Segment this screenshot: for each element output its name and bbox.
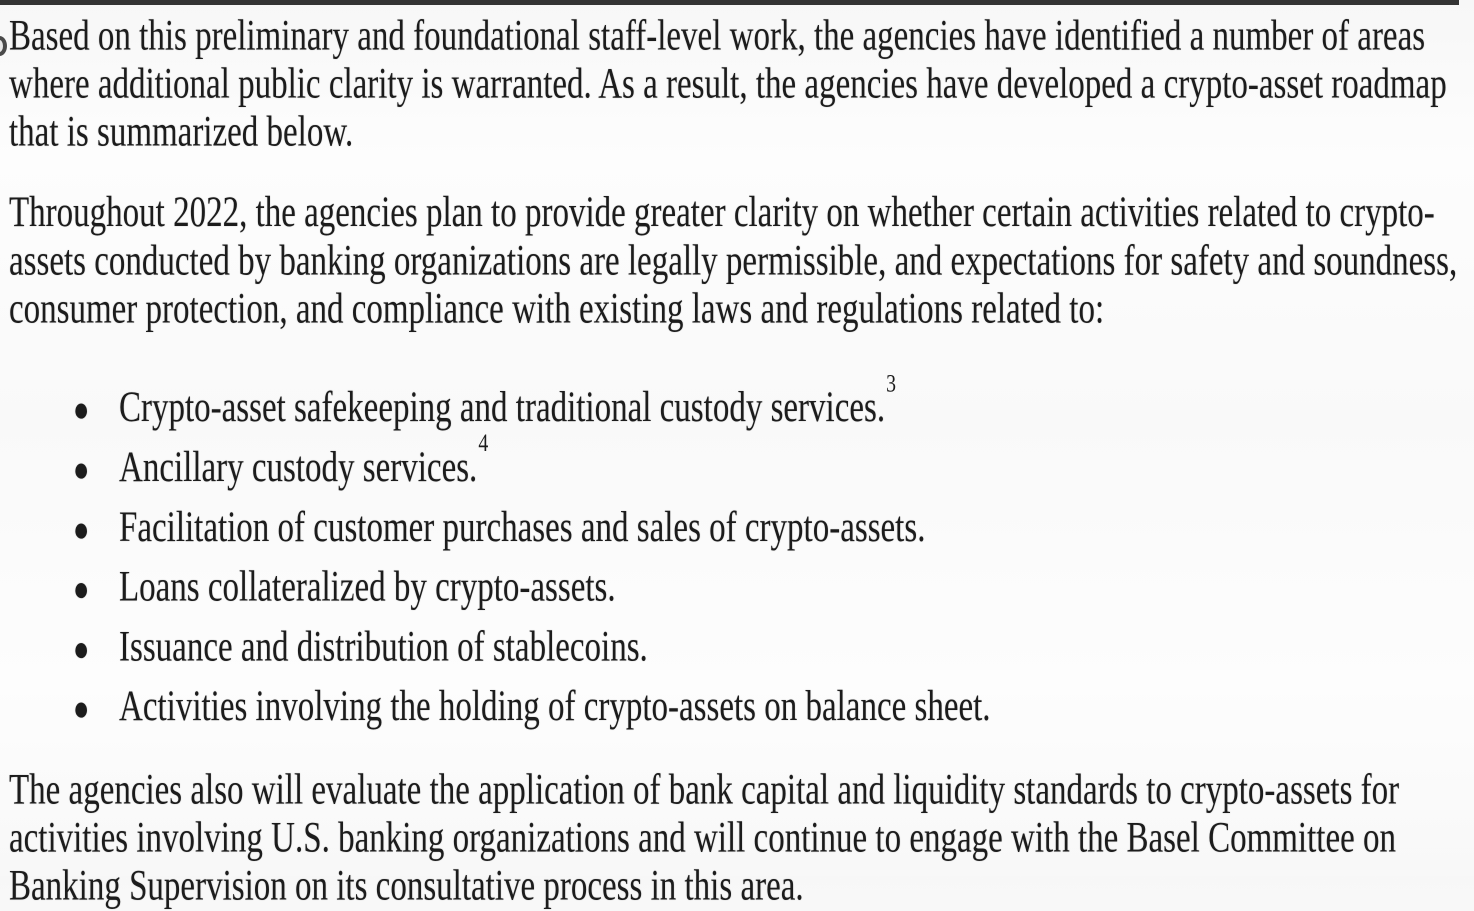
list-item	[73, 429, 1468, 494]
footnote-ref: 3	[886, 369, 896, 398]
paragraph-2022-plan: Throughout 2022, the agencies plan to provide greater clarity on whether certain activities related to crypto-assets conducted by banking organizations are legally permissible, and expectations for safety and soundness, consumer protection, and compliance with existing laws and regulations related to:	[9, 189, 1458, 333]
bullet-icon: ●	[73, 569, 90, 609]
list-item	[73, 673, 1468, 733]
bullet-item-label: Facilitation of customer purchases and sales of crypto-assets.	[119, 504, 926, 552]
paragraph-roadmap-intro: Based on this preliminary and foundational staff-level work, the agencies have identified a number of areas where additional public clarity is warranted. As a result, the agencies have developed a crypto-asset roadmap that is summarized below.	[9, 13, 1447, 156]
bullet-icon: ●	[73, 509, 90, 549]
bullet-item-label: Crypto-asset safekeeping and traditional custody services.	[119, 384, 886, 432]
roadmap-bullet-list	[9, 369, 1468, 733]
bullet-item-label: Ancillary custody services.	[119, 444, 478, 492]
paragraph-capital-liquidity: The agencies also will evaluate the application of bank capital and liquidity standards to crypto-assets for activities involving U.S. banking organizations and will continue to engage with the Basel Committee on Banking Supervision on its consultative process in this area.	[9, 767, 1400, 910]
bullet-item-label: Loans collateralized by crypto-assets.	[119, 564, 616, 611]
footnote-ref: 4	[478, 429, 489, 458]
list-item	[73, 369, 1468, 434]
bullet-item-label: Issuance and distribution of stablecoins.	[119, 624, 648, 671]
list-item	[73, 494, 1468, 554]
list-item	[73, 554, 1468, 614]
bullet-item-label: Activities involving the holding of crypto-assets on balance sheet.	[119, 683, 991, 731]
bullet-icon: ●	[73, 390, 90, 429]
bullet-icon: ●	[73, 449, 90, 489]
list-item	[73, 614, 1468, 674]
bullet-icon: ●	[73, 629, 90, 669]
bullet-icon: ●	[73, 689, 90, 728]
